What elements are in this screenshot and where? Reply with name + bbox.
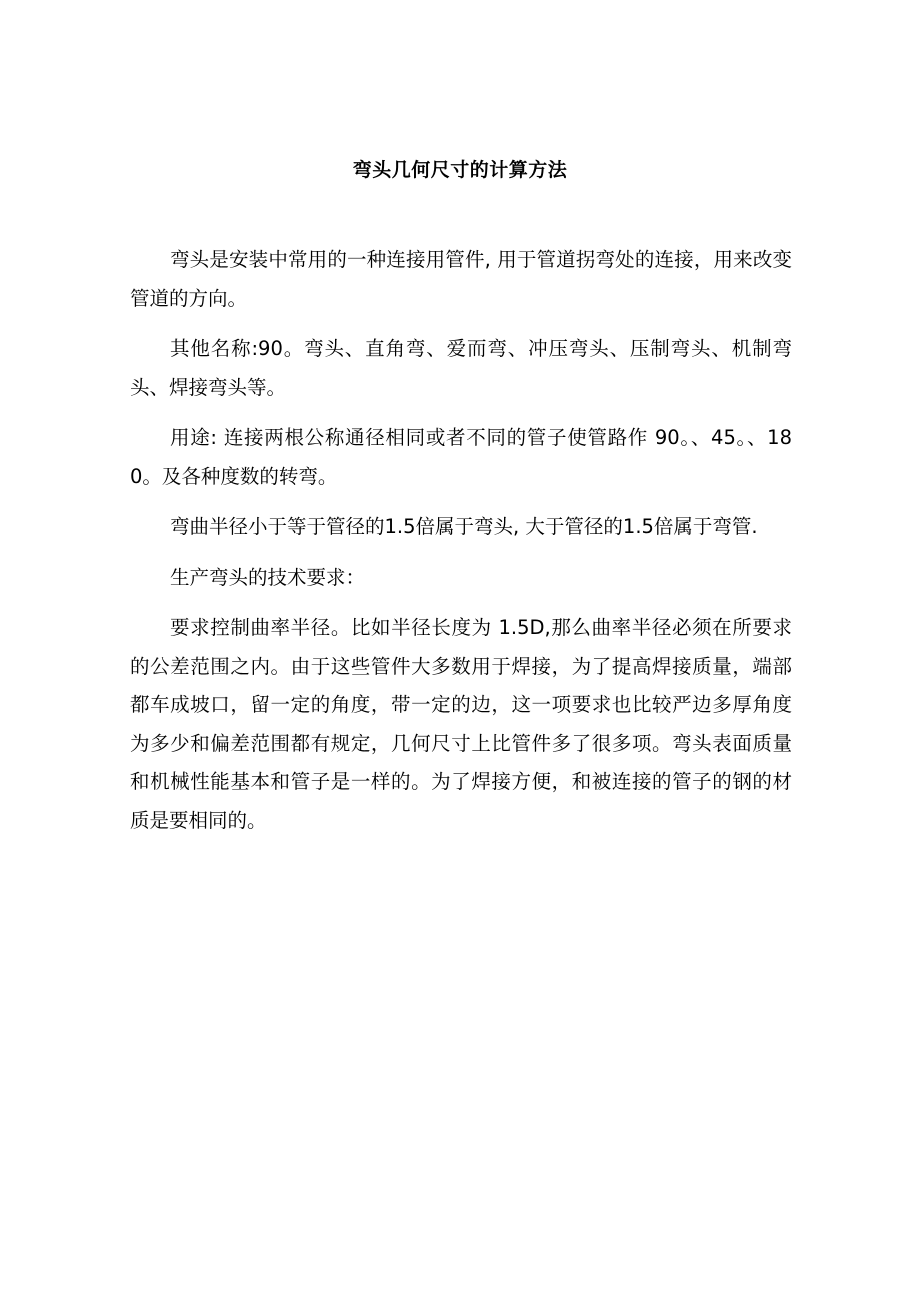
- paragraph-other-names: 其他名称:90。弯头、直角弯、爱而弯、冲压弯头、压制弯头、机制弯头、焊接弯头等。: [130, 337, 792, 399]
- paragraph-usage: 用途: 连接两根公称通径相同或者不同的管子使管路作 90。、45。、180。及各种度数的转弯。: [130, 426, 792, 488]
- document-body: [130, 241, 792, 852]
- paragraph-requirements-heading: 生产弯头的技术要求：: [170, 565, 366, 589]
- document-title: 弯头几何尺寸的计算方法: [352, 159, 568, 181]
- paragraph-bend-radius: 弯曲半径小于等于管径的1.5倍属于弯头, 大于管径的1.5倍属于弯管.: [170, 515, 758, 538]
- paragraph-requirements-detail: 要求控制曲率半径。比如半径长度为 1.5D,那么曲率半径必须在所要求的公差范围之内。由于这些管件大多数用于焊接，为了提高焊接质量，端部都车成坡口，留一定的角度，带一定的边，这一项要求也比较严边多厚角度为多少和偏差范围都有规定，几何尺寸上比管件多了很多项。弯头表面质量和机械性能基本和管子是一样的。为了焊接方便，和被连接的管子的钢的材质是要相同的。: [130, 616, 792, 832]
- paragraph-definition: 弯头是安装中常用的一种连接用管件, 用于管道拐弯处的连接，用来改变管道的方向。: [130, 248, 792, 310]
